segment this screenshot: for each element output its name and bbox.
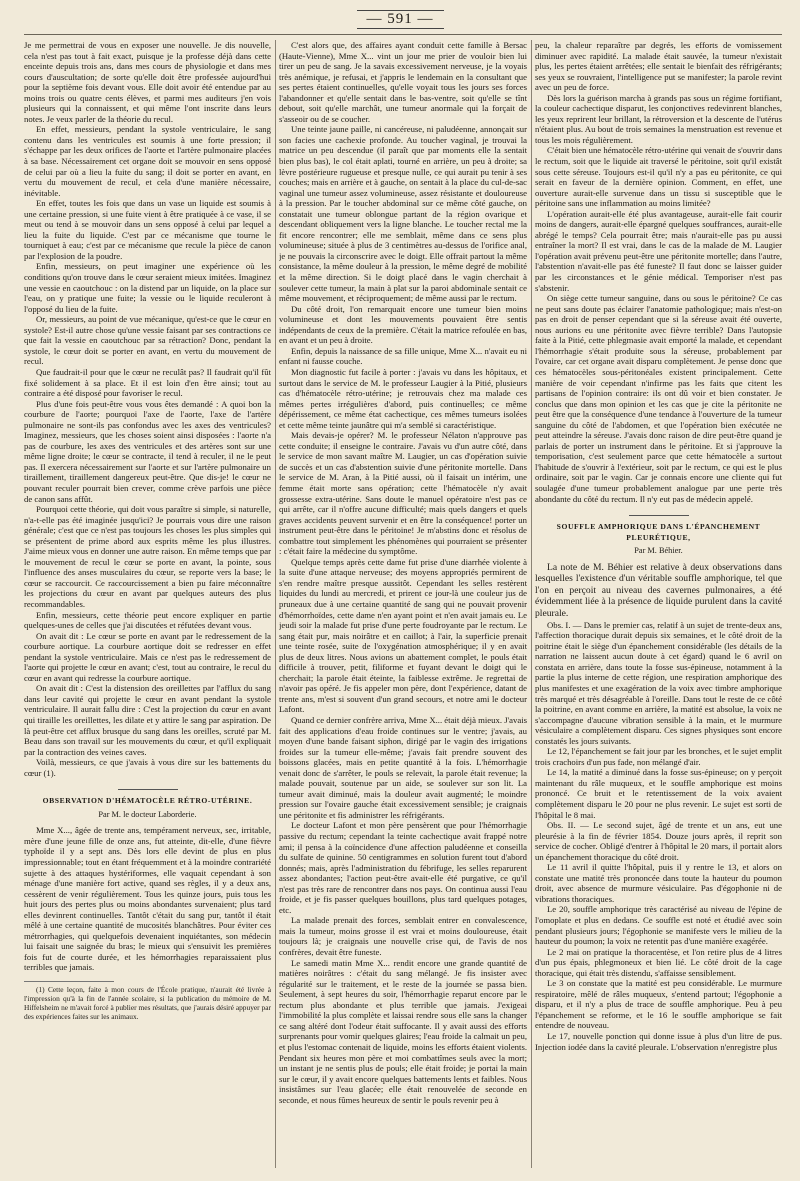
paragraph: Enfin, messieurs, cette théorie peut encore expliquer en partie quelques-unes de celles que j'ai discutées et réfutées devant vous.	[24, 609, 271, 631]
paragraph: C'est alors que, des affaires ayant conduit cette famille à Bersac (Haute-Vienne), Mme X... vint un jour me prier de vouloir bien lui tirer un peu de sang. Je la savais excessivement nerveuse, je la voyais très anémique, je refusai, et j'appris le lendemain en la consultant que ses pertes étaient continuelles, qu'elle voyait tous les jours ses forces l'abandonner et qu'elle sentait dans le bas-ventre, soit qu'elle se tînt debout, soit qu'elle marchât, une tumeur anormale qui la forçait de s'asseoir ou de se coucher.	[279, 40, 527, 124]
paragraph: Le 14, la matité a diminué dans la fosse sus-épineuse; on y perçoit maintenant du râle muqueux, et le souffle amphorique est moins prononcé. Ce bruit et le retentissement de la voix avaient complètement disparu le 20 pour ne plus revenir. Le sujet est sorti de l'hôpital le 8 mai.	[535, 767, 782, 820]
paragraph: Mon diagnostic fut facile à porter : j'avais vu dans les hôpitaux, et surtout dans le service de M. le professeur Laugier à la Pitié, plusieurs cas d'hématocèle rétro-utérine; je retrouvais chez ma malade ces mêmes pertes irrégulières d'abord, puis continuelles; ce même dépérissement, ce même état cachectique, ces mêmes tumeurs isolées et cette même teinte jaunâtre qui m'a semblé si caractéristique.	[279, 366, 527, 430]
section-ornament	[535, 508, 782, 514]
column-right	[535, 40, 782, 1168]
paragraph: On avait dit : C'est la distension des oreillettes par l'afflux du sang dans leur cavité qui projette le cœur en avant pendant la systole ventriculaire. Il aurait fallu dire : C'est la projection du cœur en avant qui tiraille les oreillettes, les dilate et y attire le sang par aspiration. De là peut-être cet afflux brusque du sang dans les oreilles, scruté par M. Beau dans son travail sur les mouvements du cœur, et qu'il expliquait par la contraction des veines caves.	[24, 683, 271, 757]
lead-paragraph: La note de M. Béhier est relative à deux observations dans lesquelles l'existence d'un véritable souffle amphorique, tel que l'on en perçoit au niveau des cavernes pulmonaires, a été évidemment liée à la présence de liquide purulent dans la cavité pleurale.	[535, 561, 782, 620]
paragraph: Or, messieurs, au point de vue mécanique, qu'est-ce que le cœur en systole? Est-il autre chose qu'une vessie faisant par ses contractions ce que fait la vessie en caoutchouc par sa rétraction? Donc, pendant la systole, le cœur doit se porter en avant, en vertu du mouvement de recul.	[24, 314, 271, 367]
paragraph: Voilà, messieurs, ce que j'avais à vous dire sur les battements du cœur (1).	[24, 757, 271, 778]
column-left	[24, 40, 271, 1168]
paragraph: Quand ce dernier confrère arriva, Mme X... était déjà mieux. J'avais fait des applications d'eau froide continues sur le ventre; j'avais, au moyen d'une bande faisant siphon, dirigé par le vagin des irrigations froides sur la tumeur elle-même; j'avais fait prendre souvent des boissons glacées, mais en petite quantité à la fois. L'hémorrhagie venait donc de s'arrêter, le pouls se relevait, la parole était revenue; la malade pouvait, soutenue par un aide, se soulever sur son lit. La tumeur avait diminué, mais la douleur avait augmenté; le moindre pression sur l'ovaire gauche était excessivement sensible; je craignais une péritonite et fis administrer les réfrigérants.	[279, 715, 527, 820]
article-title: SOUFFLE AMPHORIQUE DANS L'ÉPANCHEMENT PLEURÉTIQUE,	[556, 522, 761, 542]
paragraph: L'opération aurait-elle été plus avantageuse, aurait-elle fait courir moins de dangers, aurait-elle épargné quelques souffrances, aurait-elle abrégé le temps? Cela pourrait être; mais n'aurait-elle pas pu aussi entraîner la mort? Il est vrai, dans le cas de la malade de M. Laugier l'opération avait prévenu peut-être une péritonite mortelle; dans l'autre, l'abstention n'avait-elle pas été funeste? Il faut donc se laisser guider par les circonstances et le génie médical. Temporiser n'est pas s'abstenir.	[535, 208, 782, 293]
section-ornament	[24, 782, 271, 788]
paragraph: En effet, toutes les fois que dans un vase un liquide est soumis à une certaine pression, si une fuite vient à être pratiquée à ce vase, il se meut ou tend à se mouvoir dans un sens opposé à celui par lequel a lieu la fuite du liquide. C'est par ce mécanisme que tourne le tourniquet à eau; c'est par ce mécanisme que recule la pièce de canon par l'explosion de la poudre.	[24, 198, 271, 261]
paragraph: Enfin, depuis la naissance de sa fille unique, Mme X... n'avait eu ni enfant ni fausse couche.	[279, 345, 527, 367]
paragraph: Mme X..., âgée de trente ans, tempérament nerveux, sec, irritable, mère d'une jeune fille de onze ans, fut atteinte, dit-elle, d'une fièvre typhoïde il y a sept ans. Dès lors elle devint de plus en plus impressionnable; tout en étant fréquemment et à la moindre contrariété sujette à des attaques hystériformes, elle vaquait cependant à son ménage d'une manière fort active, quand ses règles, il y a deux ans, cessèrent de venir régulièrement. Tous les quinze jours, puis tous les huit jours des pertes plus ou moins abondantes survenaient; plus tard elles devinrent continuelles. Tantôt c'était du sang pur, tantôt il était mêlé à une certaine quantité de mucosités blanchâtres. Pour éviter ces métrorrhagies, qui quelquefois devenaient inquiétantes, son médecin lui faisait une saignée du bras; le mieux qui s'ensuivit les premières fois fut de courte durée, et les hémorrhagies reparaissaient plus terribles que jamais.	[24, 825, 271, 973]
paragraph: Que faudrait-il pour que le cœur ne reculât pas? Il faudrait qu'il fût fixé solidement à sa place. Et il est loin d'en être ainsi; tout au contraire a été disposé pour favoriser le recul.	[24, 366, 271, 399]
paragraph: Le 20, souffle amphorique très caractérisé au niveau de l'épine de l'omoplate et plus en dedans. Ce souffle est noté et étudié avec soin pendant plusieurs jours; l'égophonie se manifeste vers le milieu de la hauteur du poumon; la voix ne retentit pas d'une manière exagérée.	[535, 904, 782, 947]
paragraph: Le samedi matin Mme X... rendit encore une grande quantité de matières noirâtres : c'était du sang mélangé. Je fis insister avec régularité sur le traitement, et le reste de la journée se passa bien. Seulement, à sept heures du soir, l'hémorrhagie reparut encore par le rectum plus abondante et plus terrible que jamais. J'exigeai l'immobilité la plus complète et laissai rendre sous elle sans la changer ce sang altéré dont l'odeur était suffocante. Il y avait aussi des efforts surprenants pour vomir quelques glaires; l'eau froide la calmait un peu, et plus l'estomac contenait de liquide, moins les efforts étaient violents. Pendant six heures mon père et moi combattîmes seuls avec la mort; un instant je ne sentis plus de pouls; elle était froide; je portai la main sur le cœur, il y avait encore quelques battements lents et faibles. Nous insistâmes sur l'eau glacée; elle était renouvelée de seconde en seconde, et nous fûmes heureux de sentir le pouls revenir peu à	[279, 957, 527, 1105]
paragraph: Enfin, messieurs, on peut imaginer une expérience où les conditions qu'on trouve dans le cœur seraient mieux imitées. Imaginez une vessie en caoutchouc : on la distend par un liquide, on la place sur l'eau, on y pratique une fuite; la vessie ou le liquide reculeront à l'opposé du lieu de la fuite.	[24, 261, 271, 314]
page-number: — 591 —	[357, 10, 444, 29]
paragraph: Le 12, l'épanchement se fait jour par les bronches, et le sujet emplit trois crachoirs d'un pus fade, non mélangé d'air.	[535, 746, 782, 767]
paragraph: Le 11 avril il quitte l'hôpital, puis il y rentre le 13, et alors on constate une matité très prononcée dans toute la hauteur du poumon droit, avec absence de murmure vésiculaire. Pas d'égophonie ni de vibrations thoraciques.	[535, 862, 782, 904]
paragraph: Dès lors la guérison marcha à grands pas sous un régime fortifiant, la couleur cachectique disparut, les conjonctives redevinrent blanches, les yeux reprirent leur brillant, la rétroversion et la descente de l'utérus n'étaient plus. Au bout de trois semaines la menstruation est revenue et tous les mois régulièrement.	[535, 92, 782, 145]
paragraph: Quelque temps après cette dame fut prise d'une diarrhée violente à la suite d'une attaque nerveuse; des moyens appropriés permirent de s'en rendre maître presque aussitôt. Cependant les selles restèrent liquides du lundi au mercredi, et prirent ce jour-là une couleur jus de pruneaux due à une certaine quantité de sang qui ne pouvait provenir d'hémorrhoïdes, cette dame n'en ayant point et n'en avait jamais eu. Le jeudi soir la malade fut prise d'une perte foudroyante par le rectum. Le sang était pur, mais noirâtre et en caillot; à l'air, la superficie prenait une teinte rosée, suite de l'oxygénation atmosphérique; il y en avait plus de deux litres. Nous avions un abattement complet, le pouls était difficile à trouver, petit, filiforme et fuyant devant le doigt qui le cherchait; la parole était éteinte, la faiblesse extrême. Je regrettai de n'avoir pas opéré. Je fis appeler mon père, dont l'expérience, datant de trente ans, m'est si souvent d'un grand secours, et notre ami le docteur Lafont.	[279, 556, 527, 715]
paragraph: Le 17, nouvelle ponction qui donne issue à plus d'un litre de pus. Injection iodée dans la cavité pleurale. L'observation n'enregistre plus	[535, 1031, 782, 1052]
paragraph: Le docteur Lafont et mon père pensèrent que pour l'hémorrhagie passive du rectum; cependant la teinte cachectique avait frappé notre ami; il pensa à la coïncidence d'une affection paludéenne et conseilla du sulfate de quinine. 50 centigrammes en solution furent tout d'abord donnés; mais, après l'administration du fébrifuge, les selles reparurent assez abondantes; l'action peut-être avait-elle été purgative, ce qu'il n'est pas très rare de rencontrer dans nos pays. On continua aussi l'eau froide, et je fis passer quelques bouillons, plus tard quelques potages, etc.	[279, 820, 527, 915]
paragraph: On avait dit : Le cœur se porte en avant par le redressement de la courbure aortique. La courbure aortique doit se redresser en effet pendant la systole ventriculaire. Mais ce n'est pas le redressement de l'aorte qui projette le cœur en avant; c'est, tout au contraire, le recul du cœur en avant qui redresse la courbure aortique.	[24, 630, 271, 683]
footnote: (1) Cette leçon, faite à mon cours de l'École pratique, n'aurait été livrée à l'impression qu'à la fin de l'année scolaire, si la publication du mémoire de M. Hiffelsheim ne m'avait forcé à publier mes résultats, que j'aurais désiré appuyer par des expériences faites sur les animaux.	[24, 985, 271, 1022]
paragraph: Mais devais-je opérer? M. le professeur Nélaton n'approuve pas cette conduite; il enseigne le contraire. J'avais vu d'un autre côté, dans le service de mon savant maître M. Laugier, un cas d'opération suivie de succès et un cas d'abstention suivie d'une péritonite mortelle. Dans le service de M. Aran, à la Pitié aussi, où il faisait un intérim, une femme était morte sans opération; cette l'hématocèle n'y avait grossesse extra-utérine. Sans doute le manuel opératoire n'est pas ce qui arrête, car il n'offre aucune difficulté; mais quels dangers et quels graves accidents peuvent survenir et en être la conséquence! porter un instrument peut-être dans le péritoine! Je m'abstins donc et résolus de combattre tout simplement les phénomènes qui pourraient se présenter : c'était faire la médecine du symptôme.	[279, 430, 527, 557]
article-title: OBSERVATION D'HÉMATOCÈLE RÉTRO-UTÉRINE.	[42, 796, 253, 806]
paragraph: C'était bien une hématocèle rétro-utérine qui venait de s'ouvrir dans le rectum, soit que le liquide ait traversé le péritoine, soit qu'il existât sous cette séreuse. Toujours est-il qu'il n'y a pas eu péritonite, ce qui serait en faveur de la dernière opinion. Comment, en effet, une ouverture aurait-elle survenue dans un tissu si susceptible que le péritoine sans une inflammation au moins limitée?	[535, 145, 782, 209]
paragraph: La malade prenait des forces, semblait entrer en convalescence, mais la tumeur, moins grosse il est vrai et moins douloureuse, était toujours là; je craignais une nouvelle crise qui, de l'avis de nos confrères, devait être funeste.	[279, 915, 527, 958]
paragraph: Obs. II. — Le second sujet, âgé de trente et un ans, eut une pleurésie à la fin de février 1854. Douze jours après, il reprit son service de cocher. Obligé d'entrer à l'hôpital le 20 mars, il portait alors un épanchement thoracique du côté droit.	[535, 820, 782, 862]
header-rule	[24, 34, 782, 35]
paragraph: Le 3 on constate que la matité est peu considérable. Le murmure respiratoire, mêlé de râles muqueux, s'entend partout; l'égophonie a disparu, et il n'y a plus de trace de souffle amphorique. Peu à peu l'épanchement se reforme, et le 16 le souffle amphorique se fait entendre de nouveau.	[535, 978, 782, 1031]
paragraph: Du côté droit, l'on remarquait encore une tumeur bien moins volumineuse et dont les mouvements pouvaient être sentis indépendants de ceux de la première. C'était la matrice refoulée en bas, en avant et un peu à droite.	[279, 303, 527, 346]
paragraph: Le 2 mai on pratique la thoracentèse, et l'on retire plus de 4 litres d'un pus épais, phlegmoneux et bien lié. Le côté droit de la cage thoracique, qui était très distendu, s'affaisse sensiblement.	[535, 946, 782, 978]
column-divider	[531, 40, 532, 1168]
page-header	[0, 10, 800, 32]
paragraph: Obs. I. — Dans le premier cas, relatif à un sujet de trente-deux ans, l'affection thoracique durait depuis six semaines, et le côté droit de la poitrine était le siège d'un épanchement considérable (les détails de la narration ne laissent aucun doute à cet égard) quand le 6 avril on constata en arrière, dans toute la fosse sus-épineuse, notamment à la partie la plus interne de cette région, une respiration amphorique des plus manifestes et une exagération de la voix avec timbre amphorique très marqué et très désagréable à l'oreille. Dans tout le reste de ce côté la poitrine, en avant comme en arrière, la matité est absolue, la voix ne s'accompagne d'aucune vibration sensible à la main, et le murmure vésiculaire a complètement disparu. Ces signes physiques sont encore constatés les jours suivants.	[535, 619, 782, 746]
column-divider	[275, 40, 276, 1168]
paragraph: peu, la chaleur reparaître par degrés, les efforts de vomissement diminuer avec rapidité. La malade était sauvée, la tumeur n'existait plus, les pertes étaient arrêtées; elle sentait le bienfait des réfrigérants; ses yeux se rouvraient, l'intelligence put se manifester; la parole revint avec un peu de force.	[535, 40, 782, 93]
paragraph: On siège cette tumeur sanguine, dans ou sous le péritoine? Ce cas ne peut sans doute pas éclairer l'anatomie pathologique; mais n'est-on pas en droit de penser cependant que si la séreuse avait été ouverte, nous aurions eu une péritonite avec fièvre terrible? Dans l'autopsie faite à la Pitié, cette phlegmasie avait emporté la malade, et cependant l'hémorrhagie s'était produite sous la séreuse, probablement par l'ovaire, car cet organe avait disparu complètement. Je pense donc que ces hématocèles sous-péritonéales existent principalement. Cette manière de voir cependant n'infirme pas les faits que citent les partisans de l'opinion contraire: ils ont dû voir et bien constater. Je conclus que dans mon opinion et les cas que je cite la péritonite ne peut être que la conséquence d'une tendance à l'ouverture de la tumeur sanguine du côté de l'abdomen, et que l'opération bien exécutée ne peut atteindre la séreuse. J'avais donc raison de dire peut-être quand je parlais de porter un instrument dans le péritoine. Et si j'approuve la temporisation, c'est seulement parce que cette hématocèle a surtout l'habitude de s'ouvrir à l'extérieur, soit par le rectum, ce qui est le plus ordinaire, soit par le vagin. Car je connais encore une cliente qui fut soulagée d'une tumeur probablement analogue par une perte très abondante du côté du rectum. Il n'y eut pas de médecin appelé.	[535, 293, 782, 504]
footnote-rule	[24, 981, 114, 982]
article-byline: Par M. le docteur Laborderie.	[98, 809, 197, 819]
article-byline: Par M. Béhier.	[634, 546, 683, 556]
paragraph: Je me permettrai de vous en exposer une nouvelle. Je dis nouvelle, cela n'est pas tout à fait exact, puisque je la professe déjà dans cette enceinte depuis trois ans, dans mes cours de physiologie et dans mes cours d'auscultation; de sorte qu'elle doit être professée aujourd'hui pour la septième fois devant vous. Elle doit avoir été entendue par au moins trois ou quatre cents élèves, et parmi mes auditeurs j'en vois plusieurs qui la connaissent, et qui même l'ont inscrite dans leurs notes. Je veux parler de la théorie du recul.	[24, 40, 271, 124]
column-middle	[279, 40, 527, 1168]
paragraph: Pourquoi cette théorie, qui doit vous paraître si simple, si naturelle, n'a-t-elle pas été imaginée jusqu'ici? Je pourrais vous dire une raison générale; c'est que ce n'est pas toujours les choses les plus simples qui se présentent de prime abord aux esprits même les plus illustres. J'aime mieux vous en donner une autre raison. En même temps que par le mouvement de recul le cœur se porte en avant, la pointe, sous l'influence des anses musculaires du cœur, se reporte vers la base; le cœur se raccourcit. Ce raccourcissement a bien pu faire méconnaître les projections du cœur en avant par quelques auteurs des plus recommandables.	[24, 504, 271, 609]
paragraph: En effet, messieurs, pendant la systole ventriculaire, le sang contenu dans les ventricules est soumis à une forte pression; il s'échappe par les deux orifices de l'aorte et l'artère pulmonaire placées à sa base. Nécessairement cet organe doit se mouvoir en sens opposé de celui par où a lieu la fuite du sang; il doit se porter en avant, en vertu du mouvement de recul, et cela d'une manière nécessaire, inévitable.	[24, 124, 271, 198]
paragraph: Une teinte jaune paille, ni cancéreuse, ni paludéenne, annonçait sur son facies une cachexie profonde. Au toucher vaginal, je trouvai la matrice un peu descendue (il paraît que par moments elle la sentait bien plus bas), le col était aplati, tourné en arrière, un peu à droite; sa lèvre postérieure rugueuse et presque nulle, ce qui aurait pu tenir à ses couches; mais en arrière et à gauche, on sentait à la place du cul-de-sac vaginal une tumeur assez volumineuse, assez résistante et douloureuse à la pression. Par le toucher abdominal sur ce même côté gauche, on constatait une tumeur oblongue partant de la région ovarique et descendant obliquement vers la ligne blanche. Le toucher rectal me la fit encore rencontrer; elle me semblait, même dans ce sens plus volumineuse; située à plus de 3 centimètres au-dessus de l'orifice anal, je ne pouvais la circonscrire avec le doigt. Elle offrait partout la même consistance, la même douleur à la pression, le même degré de mobilité et la même direction. Si le doigt placé dans le vagin cherchait à soulever cette tumeur, la main à plat sur la paroi abdominale sentait ce même mouvement, et réciproquement; de même aussi par le rectum.	[279, 124, 527, 304]
paragraph: Plus d'une fois peut-être vous vous êtes demandé : A quoi bon la courbure de l'aorte; pourquoi l'axe de l'aorte, l'axe de l'artère pulmonaire ne sont-ils pas confondus avec les axes des ventricules? Imaginez, messieurs, que les choses soient ainsi disposées : l'aorte n'a pas de courbure, les axes des ventricules et des artères sont sur une même ligne droite; le cœur se contracte, il tend à reculer, il ne le peut pas. Il exercera nécessairement sur l'aorte et sur l'artère pulmonaire un tiraillement, tiraillement dangereux peut-être. Que dis-je! le cœur ne pouvant reculer pourrait bien crever, comme crève parfois une pièce de canon sans affût.	[24, 398, 271, 504]
